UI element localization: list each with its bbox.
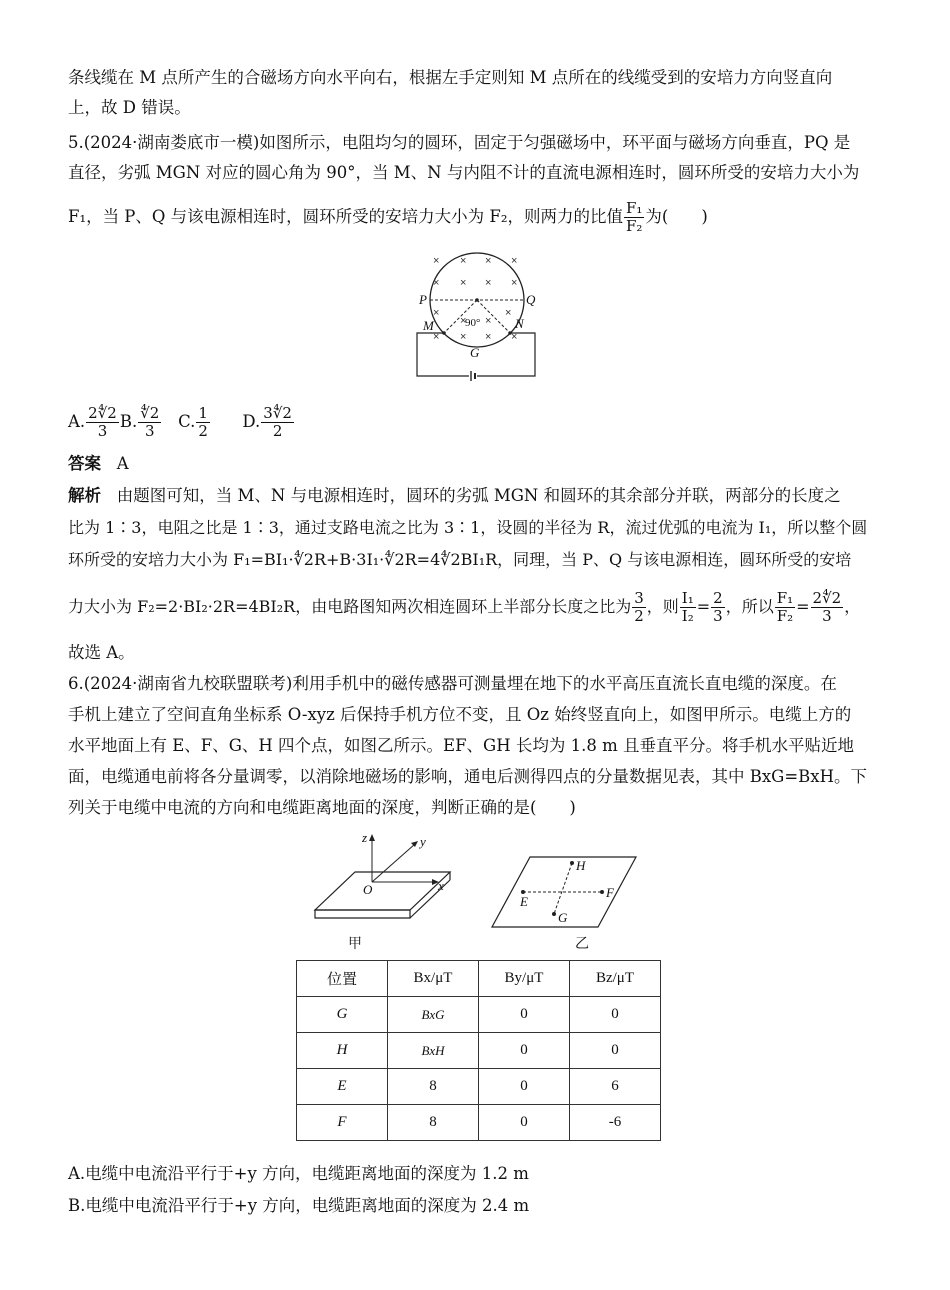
table-header: By/μT [479,961,570,997]
axis-origin: O [363,882,373,897]
q5-stem: 5.(2024·湖南娄底市一模)如图所示，电阻均匀的圆环，固定于匀强磁场中，环平面与磁场方向垂直，PQ 是 [68,133,851,152]
table-row: E 8 0 6 [297,1069,661,1105]
axis-y: y [420,834,426,849]
phone-axes-figure [310,830,460,925]
figure-caption-jia: 甲 [348,937,362,952]
table-row: H BxH 0 0 [297,1033,661,1069]
svg-text:×: × [505,307,512,319]
measurement-table [296,960,661,1141]
svg-text:×: × [460,315,467,327]
svg-text:×: × [511,277,518,289]
table-header-row [297,961,661,997]
svg-text:×: × [433,277,440,289]
q6-stem: 列关于电缆中电流的方向和电缆距离地面的深度，判断正确的是( ) [68,798,576,817]
text-line: 上，故 D 错误。 [68,98,191,117]
figure-caption-yi: 乙 [575,937,589,952]
point-g: G [558,910,568,925]
q5-stem: 直径，劣弧 MGN 对应的圆心角为 90°，当 M、N 与内阻不计的直流电源相连时，圆环所受的安培力大小为 [68,163,860,182]
ground-points-figure [490,852,640,932]
svg-text:×: × [433,331,440,343]
q6-stem: 水平地面上有 E、F、G、H 四个点，如图乙所示。EF、GH 长均为 1.8 m 且垂直平分。将手机水平贴近地 [68,736,854,755]
label-g: G [470,345,480,360]
ring-circuit-figure [405,250,545,382]
label-n: N [515,316,524,331]
analysis-line: 力大小为 F₂=2·BI₂·2R=4BI₂R，由电路图知两次相连圆环上半部分长度之比为 $\frac{3}{2}$ ，则 $\frac{\text{I₁}}{\text{I₂}}$ = $\frac{2}{3}$ ，所以 $\frac{\text{F₁}}{\text{F₂}}$ = $\frac{2∜2}{3}$ ， [68,589,861,625]
table-row: G BxG 0 0 [297,997,661,1033]
svg-text:×: × [485,315,492,327]
table-header: Bz/μT [570,961,661,997]
svg-text:×: × [511,331,518,343]
q6-stem: 手机上建立了空间直角坐标系 O-xyz 后保持手机方位不变，且 Oz 始终竖直向上，如图甲所示。电缆上方的 [68,705,852,724]
svg-text:×: × [511,255,518,267]
axis-z: z [362,830,368,845]
q5-options: A. $\frac{2∜2}{3}$ B. $\frac{∜2}{3}$ C. $\frac{1}{2}$ D. $\frac{3∜2}{2}$ [68,404,292,440]
field-crosses [433,255,517,343]
svg-text:×: × [433,255,440,267]
text-line: 条线缆在 M 点所产生的合磁场方向水平向右，根据左手定则知 M 点所在的线缆受到的安培力方向竖直向 [68,68,833,87]
svg-text:×: × [460,331,467,343]
analysis-line: 环所受的安培力大小为 F₁=BI₁·∜2R+B·3I₁·∜2R=4∜2BI₁R，同理，当 P、Q 与该电源相连，圆环所受的安培 [68,550,852,569]
label-p: P [419,292,427,307]
analysis-line: 解析 由题图可知，当 M、N 与电源相连时，圆环的劣弧 MGN 和圆环的其余部分并联，两部分的长度之 [68,486,841,505]
analysis-line: 比为 1∶3，电阻之比是 1∶3，通过支路电流之比为 3∶1，设圆的半径为 R，流过优弧的电流为 I₁，所以整个圆 [68,518,868,537]
answer-line: 答案 A [68,454,129,473]
q6-option-a: A.电缆中电流沿平行于+y 方向，电缆距离地面的深度为 1.2 m [68,1164,529,1183]
point-f: F [606,885,614,900]
angle-label: 90° [465,317,481,329]
svg-text:×: × [460,277,467,289]
q6-option-b: B.电缆中电流沿平行于+y 方向，电缆距离地面的深度为 2.4 m [68,1196,530,1215]
q6-stem: 面，电缆通电前将各分量调零，以消除地磁场的影响，通电后测得四点的分量数据见表，其中 BxG=BxH。下 [68,767,868,786]
svg-text:×: × [433,307,440,319]
table-row: F 8 0 -6 [297,1105,661,1141]
point-e: E [520,894,528,909]
table-header: 位置 [297,961,388,997]
svg-text:×: × [460,255,467,267]
q6-stem: 6.(2024·湖南省九校联盟联考)利用手机中的磁传感器可测量埋在地下的水平高压直流长直电缆的深度。在 [68,674,837,693]
svg-text:×: × [485,277,492,289]
label-q: Q [526,292,536,307]
axis-x: x [438,878,444,893]
point-h: H [576,858,586,873]
q5-stem: F₁，当 P、Q 与该电源相连时，圆环所受的安培力大小为 F₂，则两力的比值 $\frac{\text{F₁}}{\text{F₂}}$ 为( ) [68,199,708,235]
svg-text:×: × [485,331,492,343]
analysis-line: 故选 A。 [68,643,135,662]
ratio-fraction: $\frac{\text{F₁}}{\text{F₂}}$ [626,199,643,235]
svg-text:×: × [485,255,492,267]
table-header: Bx/μT [388,961,479,997]
label-m: M [423,318,434,333]
